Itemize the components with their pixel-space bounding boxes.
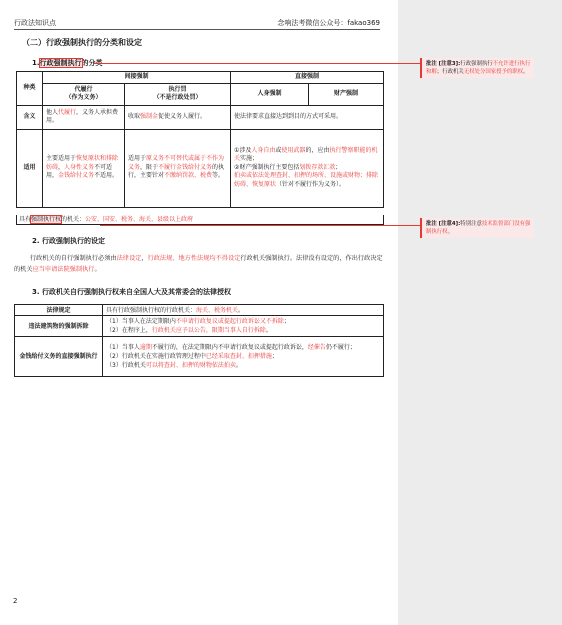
classification-table bbox=[16, 71, 384, 208]
th-daili: 代履行 （作为义务） bbox=[43, 83, 125, 105]
r2-content: （1）当事人在法定期限内不申请行政复议或提起行政诉讼又不拆除； （2）在程序上，行政机关应予以公告，限期当事人自行拆除。 bbox=[103, 316, 384, 337]
comment-connector-2 bbox=[100, 225, 398, 226]
comment-note-2[interactable]: 批注 [注意4]:特别注意技术监督部门没有强制执行权。 bbox=[420, 218, 534, 238]
th-direct: 直接强制 bbox=[231, 72, 384, 84]
r1-content: 具有行政强制执行权的行政机关：海关、税务机关。 bbox=[103, 305, 384, 316]
th-kind: 种类 bbox=[17, 72, 43, 106]
row-use-label: 适用 bbox=[17, 129, 43, 207]
th-renshen: 人身强制 bbox=[231, 83, 309, 105]
subheading-3: 3. 行政机关自行强制执行权来自全国人大及其常委会的法律授权 bbox=[32, 288, 231, 296]
comment-margin bbox=[398, 0, 562, 625]
paragraph-setting: 行政机关的自行强制执行必须由法律设定，行政法规、地方性法规均不得设定行政机关强制执行。法律没有设定的，作出行政决定的机关应当申请法院强制执行。 bbox=[14, 255, 383, 273]
section-title: （二）行政强制执行的分类和设定 bbox=[22, 38, 142, 47]
meaning-daili: 他人代履行，义务人承担费用。 bbox=[43, 105, 125, 129]
meaning-zhixingfa: 收取强制金促使义务人履行。 bbox=[125, 105, 231, 129]
r1-label: 法律规定 bbox=[15, 305, 103, 316]
comment-connector-2b bbox=[398, 225, 420, 226]
comment-connector-1 bbox=[94, 63, 398, 64]
th-zhixingfa: 执行罚 （不是行政处罚） bbox=[125, 83, 231, 105]
header-left: 行政法知识点 bbox=[14, 19, 56, 27]
use-direct: ①涉及人身自由或使用武器的，应由执行警察职能的机关实施； ②财产强制执行主要包括划拨存款汇款； 拍卖或依法处理查封、扣押的场所、设施或财物；排除妨碍、恢复原状（针对不履行作为义务）。 bbox=[231, 129, 384, 207]
r2-label: 违法建筑物的强制拆除 bbox=[15, 316, 103, 337]
comment-anchor-2[interactable]: 强制执行权 bbox=[31, 216, 62, 223]
header-right: 念响法考微信公众号：fakao369 bbox=[277, 19, 380, 27]
comment-note-1[interactable]: 批注 [注意3]:行政强制执行不允许进行执行和解；行政机关无权处分国家授予的职权。 bbox=[420, 58, 534, 78]
r3-content: （1）当事人逾期不履行的，在法定期限内不申请行政复议或提起行政诉讼，经催告仍不履行； （2）行政机关在实施行政管理过程中已经采取查封、扣押措施； （3）行政机关可以将查封、扣押的财物依法拍卖。 bbox=[103, 337, 384, 377]
comment-anchor-1[interactable]: 行政强制执行 bbox=[39, 59, 82, 67]
enforcement-agencies: 具有强制执行权的机关：公安、国安、税务、海关、县级以上政府 bbox=[16, 215, 384, 225]
page-header bbox=[14, 18, 380, 30]
page-number: 2 bbox=[13, 597, 18, 605]
authorization-table bbox=[14, 304, 384, 377]
subheading-2: 2. 行政强制执行的设定 bbox=[32, 237, 105, 245]
row-meaning-label: 含义 bbox=[17, 105, 43, 129]
use-zhixingfa: 适用于原义务不可替代或属于不作为义务，限于不履行金钱给付义务的执行，主要针对不缴纳罚款、税费等。 bbox=[125, 129, 231, 207]
r3-label: 金钱给付义务的直接强制执行 bbox=[15, 337, 103, 377]
subheading-1: 1.行政强制执行的分类 bbox=[32, 59, 103, 67]
meaning-direct: 使法律要求直接达到到目的方式可采用。 bbox=[231, 105, 384, 129]
use-daili: 主要适用于恢复原状和排除妨碍，人身性义务不可适用，金钱给付义务不适用。 bbox=[43, 129, 125, 207]
th-indirect: 间接强制 bbox=[43, 72, 231, 84]
comment-connector-1b bbox=[398, 63, 420, 64]
th-caichan: 财产强制 bbox=[309, 83, 384, 105]
